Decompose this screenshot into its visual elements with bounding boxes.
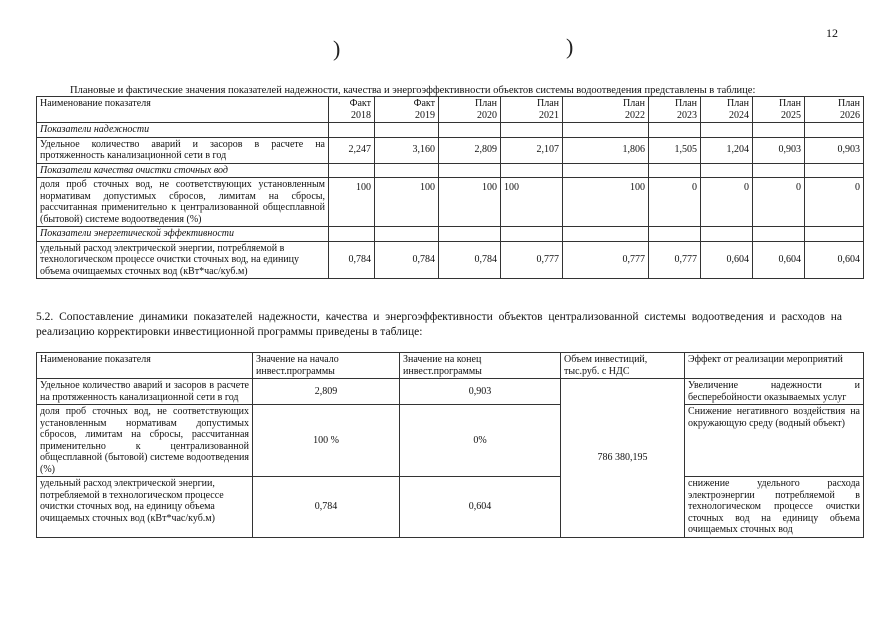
table1-header-col: Факт 2018 bbox=[329, 97, 375, 123]
table1-header-col: План 2025 bbox=[753, 97, 805, 123]
section-title: Показатели надежности bbox=[37, 123, 329, 138]
effect-cell: снижение удельного расхода электроэнергии потребляемой в технологическом процессе очистки сточных вод на единицу объема очищаемых сточных вод bbox=[685, 477, 864, 538]
value-cell: 2,247 bbox=[329, 137, 375, 163]
table1-header-row bbox=[37, 97, 864, 123]
table-row bbox=[37, 477, 864, 538]
value-cell: 0,777 bbox=[649, 241, 701, 279]
table1-header-col: План 2026 bbox=[805, 97, 864, 123]
value-cell: 0,903 bbox=[805, 137, 864, 163]
investment-comparison-table bbox=[36, 352, 864, 538]
row-name: доля проб сточных вод, не соответствующих установленным нормативам допустимых сбросов, лимитам на сбросы, рассчитанная применительно к централизованной общесплавной (бытовой) системе водоотведения (%) bbox=[37, 405, 253, 477]
scan-mark-left: ) bbox=[333, 36, 341, 61]
value-cell: 2,809 bbox=[439, 137, 501, 163]
value-cell: 0,903 bbox=[753, 137, 805, 163]
table1-header-col: План 2021 bbox=[501, 97, 563, 123]
end-value: 0,903 bbox=[400, 379, 561, 405]
table1-header-col: План 2024 bbox=[701, 97, 753, 123]
section-title: Показатели энергетической эффективности bbox=[37, 227, 329, 242]
value-cell: 0 bbox=[805, 178, 864, 227]
value-cell: 100 bbox=[501, 178, 563, 227]
section-title: Показатели качества очистки сточных вод bbox=[37, 163, 329, 178]
row-name: удельный расход электрической энергии, потребляемой в технологическом процессе очистки сточных вод, на единицу объема очищаемых сточных вод (кВт*час/куб.м) bbox=[37, 477, 253, 538]
table-row bbox=[37, 405, 864, 477]
value-cell: 1,505 bbox=[649, 137, 701, 163]
investment-amount: 786 380,195 bbox=[561, 379, 685, 538]
table1-header-col: План 2022 bbox=[563, 97, 649, 123]
section-title-row bbox=[37, 227, 864, 242]
section-title-row bbox=[37, 123, 864, 138]
value-cell: 0,604 bbox=[701, 241, 753, 279]
table2-header-cell: Объем инвестиций, тыс.руб. с НДС bbox=[561, 353, 685, 379]
table2-header-row bbox=[37, 353, 864, 379]
table-row bbox=[37, 137, 864, 163]
start-value: 100 % bbox=[253, 405, 400, 477]
indicators-plan-table bbox=[36, 96, 864, 279]
value-cell: 0,784 bbox=[329, 241, 375, 279]
value-cell: 0 bbox=[649, 178, 701, 227]
effect-cell: Снижение негативного воздействия на окружающую среду (водный объект) bbox=[685, 405, 864, 477]
row-name: удельный расход электрической энергии, потребляемой в технологическом процессе очистки сточных вод, на единицу объема очищаемых сточных вод (кВт*час/куб.м) bbox=[37, 241, 329, 279]
value-cell: 100 bbox=[329, 178, 375, 227]
value-cell: 3,160 bbox=[375, 137, 439, 163]
table-row bbox=[37, 379, 864, 405]
value-cell: 0 bbox=[753, 178, 805, 227]
table1-intro: Плановые и фактические значения показателей надежности, качества и энергоэффективности объектов системы водоотведения представлены в таблице: bbox=[70, 85, 756, 96]
effect-cell: Увеличение надежности и бесперебойности оказываемых услуг bbox=[685, 379, 864, 405]
table1-header-col: План 2020 bbox=[439, 97, 501, 123]
scan-mark-right: ) bbox=[566, 34, 574, 59]
row-name: Удельное количество аварий и засоров в расчете на протяженность канализационной сети в год bbox=[37, 137, 329, 163]
value-cell: 1,204 bbox=[701, 137, 753, 163]
page-number: 12 bbox=[826, 26, 838, 40]
end-value: 0,604 bbox=[400, 477, 561, 538]
value-cell: 0,604 bbox=[753, 241, 805, 279]
section-5-2-paragraph: 5.2. Сопоставление динамики показателей надежности, качества и энергоэффективности объектов централизованной системы водоотведения и расходов на реализацию корректировки инвестиционной программы приведены в таблице: bbox=[36, 311, 842, 338]
table1-header-col: План 2023 bbox=[649, 97, 701, 123]
value-cell: 2,107 bbox=[501, 137, 563, 163]
table-row bbox=[37, 241, 864, 279]
value-cell: 0,784 bbox=[439, 241, 501, 279]
end-value: 0% bbox=[400, 405, 561, 477]
start-value: 0,784 bbox=[253, 477, 400, 538]
value-cell: 100 bbox=[375, 178, 439, 227]
table2-header-cell: Наименование показателя bbox=[37, 353, 253, 379]
table-row bbox=[37, 178, 864, 227]
table2-header-cell: Эффект от реализации мероприятий bbox=[685, 353, 864, 379]
row-name: Удельное количество аварий и засоров в расчете на протяженность канализационной сети в год bbox=[37, 379, 253, 405]
value-cell: 1,806 bbox=[563, 137, 649, 163]
value-cell: 0,777 bbox=[501, 241, 563, 279]
table1-header-name: Наименование показателя bbox=[37, 97, 329, 123]
value-cell: 100 bbox=[439, 178, 501, 227]
value-cell: 100 bbox=[563, 178, 649, 227]
value-cell: 0,604 bbox=[805, 241, 864, 279]
value-cell: 0,784 bbox=[375, 241, 439, 279]
start-value: 2,809 bbox=[253, 379, 400, 405]
row-name: доля проб сточных вод, не соответствующих установленным нормативам допустимых сбросов, лимитам на сбросы, рассчитанная применительно к централизованной общесплавной (бытовой) системе водоотведения (%) bbox=[37, 178, 329, 227]
table2-header-cell: Значение на конец инвест.программы bbox=[400, 353, 561, 379]
value-cell: 0 bbox=[701, 178, 753, 227]
value-cell: 0,777 bbox=[563, 241, 649, 279]
section-title-row bbox=[37, 163, 864, 178]
table2-header-cell: Значение на начало инвест.программы bbox=[253, 353, 400, 379]
table1-header-col: Факт 2019 bbox=[375, 97, 439, 123]
